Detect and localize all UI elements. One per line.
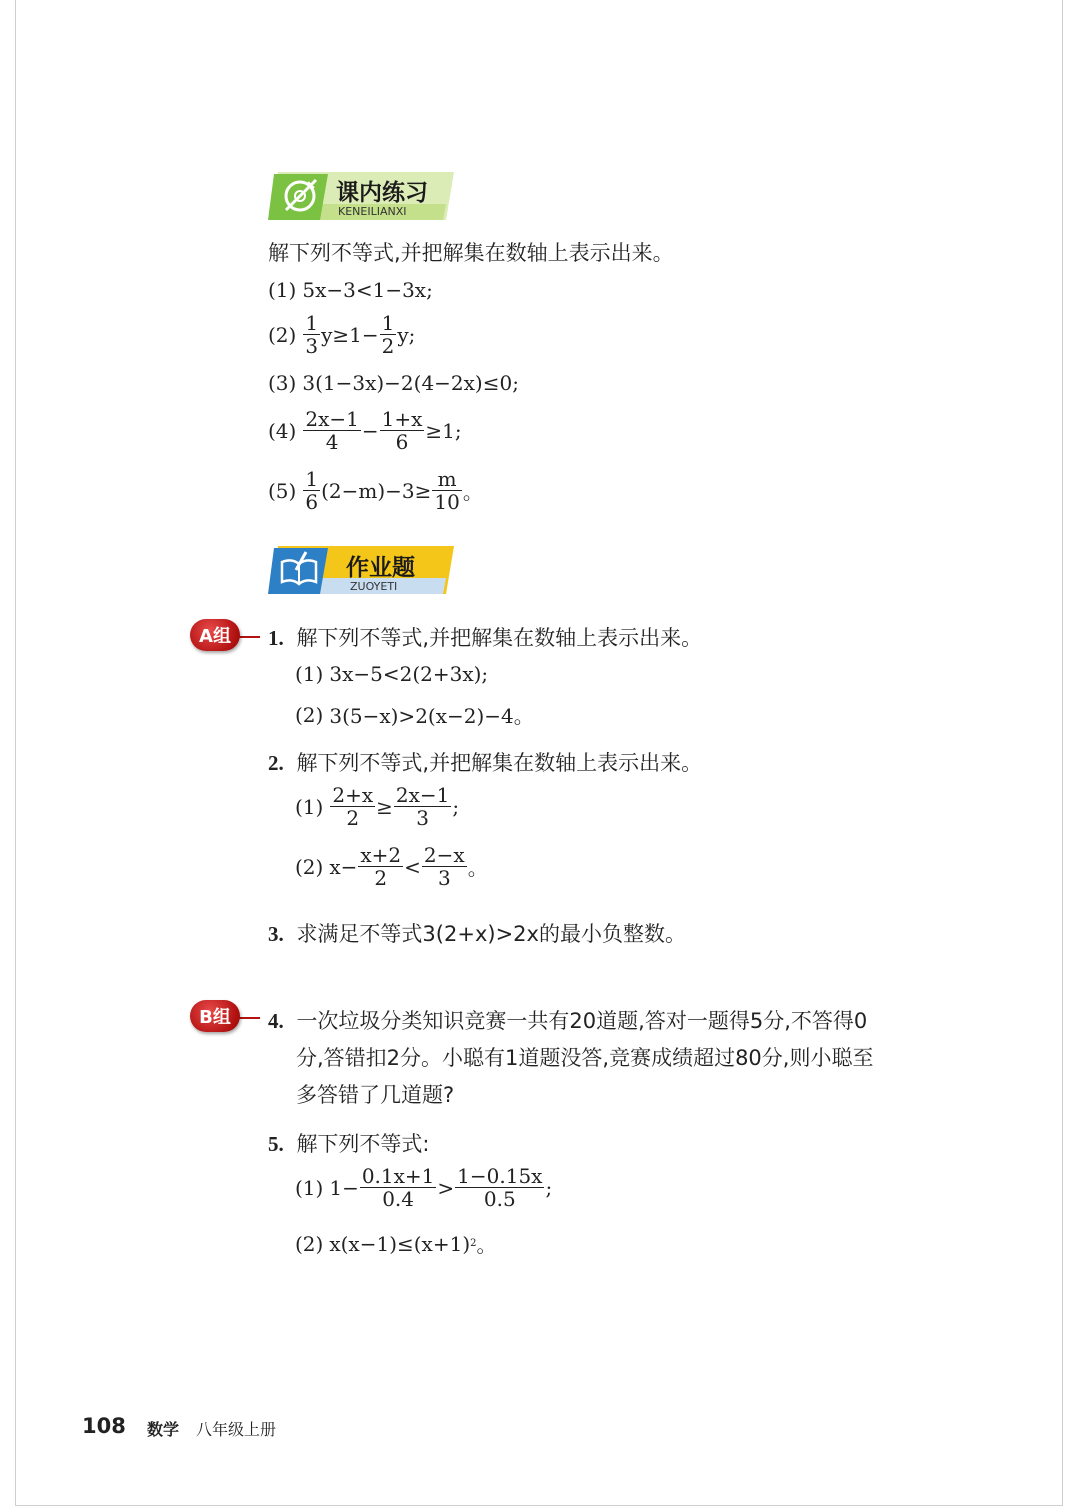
practice-item-3 [268,371,519,395]
question-number: 1. [268,626,284,650]
fraction: $\frac{2+x}{2}$ [332,783,374,830]
item-expression: 3x−5<2(2+3x); [329,662,489,686]
item-label: (2) [295,1231,324,1256]
item-label: (1) [268,278,297,302]
item-label: (1) [295,662,324,686]
practice-item-2 [268,312,415,357]
homework-section-header [266,544,456,600]
item-expression-end: ≥1; [425,418,462,443]
item-label: (2) [295,702,324,727]
practice-intro: 解下列不等式,并把解集在数轴上表示出来。 [268,241,674,265]
question-1-part-1 [295,662,488,686]
question-5-part-1 [295,1165,552,1210]
homework-title: 作业题 [346,555,415,581]
question-text: 求满足不等式3(2+x)>2x的最小负整数。 [296,922,686,946]
question-number: 2. [268,751,284,775]
item-expression: x− [329,854,358,879]
practice-item-1 [268,278,433,302]
question-3 [268,918,686,948]
fraction: $\frac{1}{3}$ [305,311,319,358]
item-label: (5) [268,478,297,503]
item-expression-end: y; [397,322,416,347]
homework-subtitle: ZUOYETI [350,580,398,593]
fraction: $\frac{1}{2}$ [381,311,395,358]
question-text-line-1: 一次垃圾分类知识竞赛一共有20道题,答对一题得5分,不答得0 [296,1009,868,1033]
fraction: $\frac{m}{10}$ [434,467,460,514]
item-label: (2) [268,322,297,347]
practice-item-4 [268,408,462,453]
question-text: 解下列不等式,并把解集在数轴上表示出来。 [296,751,703,775]
item-expression: (2−m)−3≥ [321,478,432,503]
question-text: 解下列不等式: [296,1132,430,1156]
item-expression: < [404,854,421,879]
question-4-line-2: 分,答错扣2分。小聪有1道题没答,竞赛成绩超过80分,则小聪至 [296,1046,874,1070]
protractor-icon [278,172,322,216]
page-number: 108 [82,1414,126,1438]
question-4 [268,1005,867,1035]
fraction: $\frac{1-0.15x}{0.5}$ [457,1164,543,1211]
question-number: 5. [268,1132,284,1156]
book-pen-icon [276,548,322,590]
group-b-badge: B组 [190,1000,240,1032]
question-5-part-2 [295,1229,497,1258]
fraction: $\frac{2-x}{3}$ [423,843,465,890]
fraction: $\frac{0.1x+1}{0.4}$ [361,1164,435,1211]
fraction: $\frac{2x-1}{4}$ [305,407,359,454]
item-label: (2) [295,854,324,879]
question-number: 4. [268,1009,284,1033]
item-expression: 3(1−3x)−2(4−2x)≤0; [302,371,519,395]
item-expression-end: 。 [467,856,488,880]
item-expression-end: 。 [462,480,483,504]
item-expression-end: ; [545,1175,553,1200]
practice-subtitle: KENEILIANXI [338,205,407,218]
question-2-part-1 [295,784,459,829]
fraction: $\frac{1+x}{6}$ [381,407,423,454]
footer-book: 八年级上册 [196,1420,277,1439]
practice-section-header [266,170,456,222]
practice-item-5 [268,468,483,513]
item-expression-end: 。 [476,1233,497,1257]
fraction: $\frac{1}{6}$ [305,467,319,514]
item-label: (4) [268,418,297,443]
footer-subject: 数学 [147,1420,180,1439]
item-label: (3) [268,371,297,395]
item-expression: 1− [329,1175,359,1200]
question-text: 解下列不等式,并把解集在数轴上表示出来。 [296,626,703,650]
item-label: (1) [295,1175,324,1200]
question-2-part-2 [295,844,488,889]
question-number: 3. [268,922,284,946]
item-expression: − [361,418,379,443]
item-expression: ≥ [376,794,393,819]
group-a-badge: A组 [190,619,240,651]
fraction: $\frac{x+2}{2}$ [360,843,402,890]
item-expression: y≥1− [321,322,379,347]
practice-title: 课内练习 [336,180,428,206]
question-1 [268,622,702,652]
superscript: 2 [470,1238,477,1249]
item-expression: 3(5−x)>2(x−2)−4。 [329,704,534,728]
item-expression: x(x−1)≤(x+1) [329,1231,471,1256]
question-4-line-3: 多答错了几道题? [296,1083,455,1107]
item-expression-end: ; [452,794,460,819]
item-expression: 5x−3<1−3x; [302,278,433,302]
fraction: $\frac{2x-1}{3}$ [395,783,450,830]
question-5 [268,1128,430,1158]
question-2 [268,747,702,777]
question-1-part-2 [295,700,534,729]
item-expression: > [437,1175,455,1200]
item-label: (1) [295,794,324,819]
